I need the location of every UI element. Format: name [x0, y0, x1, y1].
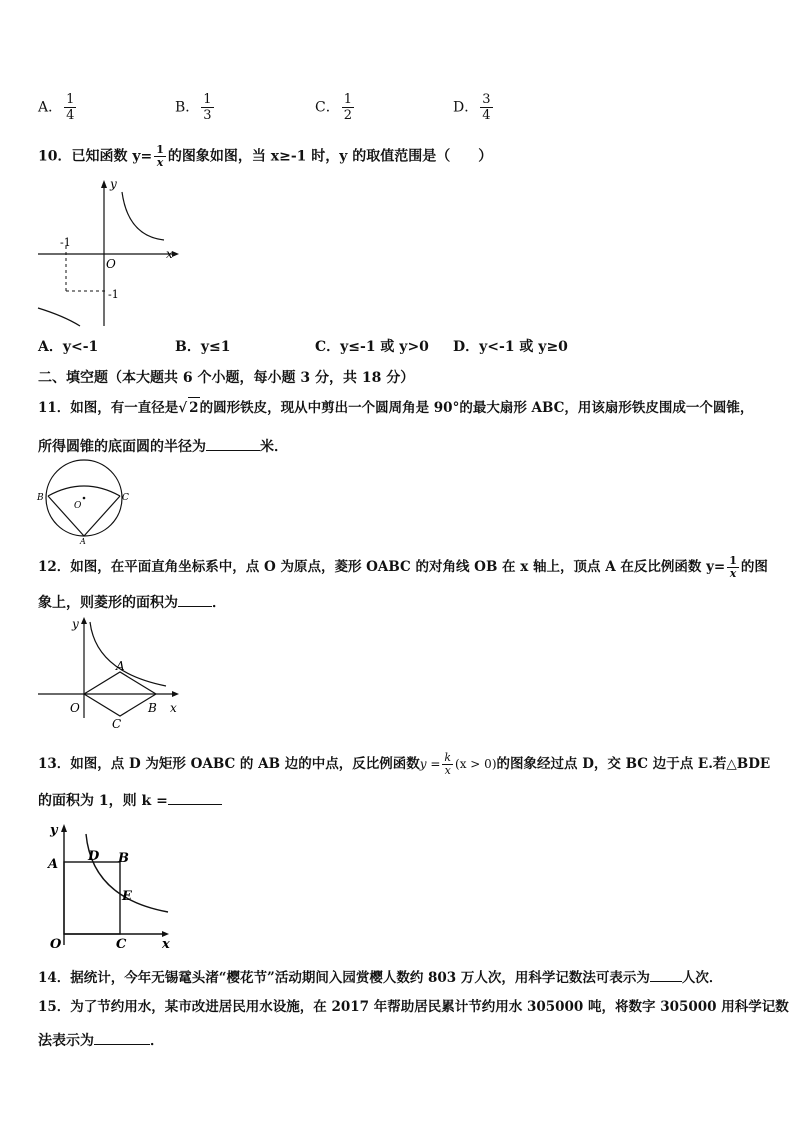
label-c: C — [122, 493, 129, 503]
rectangle-oabc — [64, 862, 120, 934]
center-point — [83, 497, 86, 500]
label-b: B — [118, 851, 129, 866]
q15-line1: 15．为了节约用水，某市改进居民用水设施，在 2017 年帮助居民累计节约用水 305000 吨，将数字 305000 用科学记数 — [38, 999, 789, 1015]
q10-option-a: A．y<-1 — [38, 339, 99, 355]
x-axis-arrow — [172, 691, 179, 697]
q15-line2: 法表示为 ． — [38, 1030, 164, 1051]
q11-figure — [34, 458, 134, 544]
q9-option-c: C． $\frac{1}{2}$ — [315, 92, 352, 123]
section-heading: 二、填空题（本大题共 6 个小题，每小题 3 分，共 18 分） — [38, 370, 415, 386]
q11-line2: 所得圆锥的底面圆的半径为 米． — [38, 436, 288, 457]
label-o: O — [74, 501, 82, 511]
q14: 14．据统计，今年无锡鼋头渚“樱花节”活动期间入园赏樱人数约 803 万人次，用科学记数法可表示为 人次． — [38, 967, 722, 988]
y-label: y — [110, 177, 117, 191]
q12-figure — [34, 614, 184, 731]
label-e: E — [122, 889, 132, 904]
curve-branch-left — [38, 308, 80, 326]
x-label: x — [162, 937, 170, 952]
label-c: C — [112, 717, 122, 731]
neg1-x-label: -1 — [60, 236, 71, 249]
y-axis-arrow — [81, 617, 87, 624]
segment-ac — [84, 496, 120, 536]
q10-graph — [34, 176, 184, 331]
q11-answer-blank — [206, 436, 260, 451]
y-axis-arrow — [61, 824, 67, 832]
q15-answer-blank — [94, 1030, 150, 1045]
q9-option-b: B． $\frac{1}{3}$ — [175, 92, 212, 123]
q10-option-d: D．y<-1 或 y≥0 — [453, 339, 568, 355]
q10-option-b: B．y≤1 — [175, 339, 231, 355]
label-b: B — [148, 701, 157, 715]
neg1-y-label: -1 — [108, 288, 119, 301]
label-a: A — [80, 537, 86, 546]
q12-line1: 12．如图，在平面直角坐标系中，点 O 为原点，菱形 OABC 的对角线 OB 在 x 轴上，顶点 A 在反比例函数 y= $\frac{1}{x}$ 的图 — [38, 554, 768, 580]
q10-option-c: C．y≤-1 或 y>0 — [315, 339, 429, 355]
q12-line2: 象上，则菱形的面积为 ． — [38, 592, 226, 613]
y-axis-arrow — [101, 180, 107, 188]
label-a: A — [48, 857, 59, 872]
origin-label: O — [70, 701, 80, 715]
sector-arc — [48, 486, 120, 496]
curve-branch-right — [122, 192, 164, 240]
q11-line1: 11．如图，有一直径是√ 2的圆形铁皮，现从中剪出一个圆周角是 90°的最大扇形 ABC，用该扇形铁皮围成一个圆锥， — [38, 397, 753, 418]
q14-answer-blank — [650, 967, 682, 982]
q13-line1: 13．如图，点 D 为矩形 OABC 的 AB 边的中点，反比例函数y = $\frac{k}{x}$ (x > 0)的图象经过点 D，交 BC 边于点 E.若△BDE — [38, 751, 771, 777]
label-d: D — [88, 849, 100, 864]
origin-label: O — [106, 257, 116, 271]
origin-label: O — [50, 937, 62, 952]
x-axis-arrow — [172, 251, 179, 257]
x-label: x — [166, 247, 173, 261]
y-label: y — [50, 823, 58, 838]
x-label: x — [170, 701, 177, 715]
q12-answer-blank — [178, 592, 212, 607]
q9-option-d: D． $\frac{3}{4}$ — [453, 92, 491, 123]
q13-figure — [44, 820, 184, 955]
label-c: C — [116, 937, 127, 952]
q13-line2: 的面积为 1，则 k = — [38, 790, 222, 811]
q9-option-a: A． $\frac{1}{4}$ — [38, 92, 75, 123]
q13-answer-blank — [168, 790, 222, 805]
y-label: y — [72, 617, 79, 631]
q10-stem: 10．已知函数 y= $\frac{1}{x}$ 的图象如图，当 x≥-1 时，y 的取值范围是（ ） — [38, 143, 493, 169]
label-b: B — [37, 493, 44, 503]
label-a: A — [116, 659, 125, 673]
